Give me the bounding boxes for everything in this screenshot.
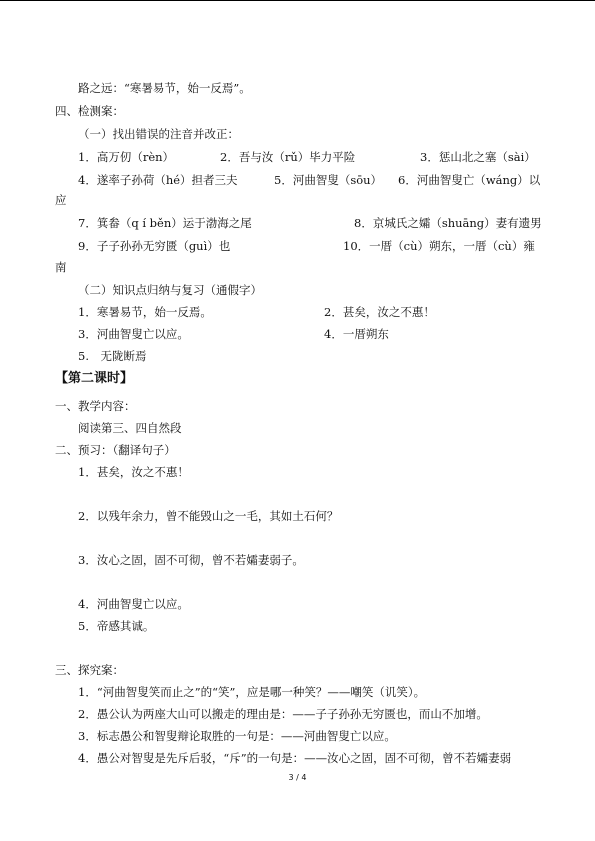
list-item: 2．甚矣，汝之不惠！ [324,305,435,319]
text-line: 路之远：“寒暑易节，始一反焉”。 [78,81,251,95]
list-item: 1．高万仞（rèn） [78,150,175,164]
list-item: 4．一厝朔东 [324,327,389,341]
list-item: 3．标志愚公和智叟辩论取胜的一句是：——河曲智叟亡以应。 [78,729,396,743]
page-number: 3 / 4 [288,773,307,782]
section-heading: 三、探究案： [55,663,124,677]
list-item: 1．寒暑易节，始一反焉。 [78,305,212,319]
subsection-heading: （二）知识点归纳与复习（通假字） [78,283,262,297]
list-item: 4．愚公对智叟是先斥后驳，“斥”的一句是：——汝心之固，固不可彻，曾不若孀妻弱 [78,751,512,765]
list-item: 3．汝心之固，固不可彻，曾不若孀妻弱子。 [78,553,304,567]
list-item: 5. 无陇断焉 [78,349,147,363]
top-rule [0,0,595,1]
section-heading-check: 四、检测案： [55,104,124,118]
list-item: 5．河曲智叟（sōu） [274,173,383,187]
list-item: 8．京城氏之孀（shuāng）妻有遗男 [354,216,542,230]
text-line: 阅读第三、四自然段 [78,421,182,435]
section-heading: 二、预习：（翻译句子） [55,443,176,457]
list-item: 3．河曲智叟亡以应。 [78,327,189,341]
list-item: 2．以残年余力，曾不能毁山之一毛，其如土石何？ [78,509,339,523]
list-item: 10．一厝（cù）朔东，一厝（cù）雍 [343,239,535,253]
list-item: 3．惩山北之塞（sài） [420,150,536,164]
list-item: 6．河曲智叟亡（wáng）以 [398,173,541,187]
list-item: 7．箕畚（q í běn）运于渤海之尾 [78,216,252,230]
text-line: 应 [55,193,67,207]
list-item: 4．遂率子孙荷（hé）担者三夫 [78,173,238,187]
list-item: 2．愚公认为两座大山可以搬走的理由是：——子子孙孙无穷匮也，而山不加增。 [78,707,488,721]
lesson-heading: 【第二课时】 [55,371,134,386]
list-item: 9．子子孙孙无穷匮（guì）也 [78,239,231,253]
list-item: 1．甚矣，汝之不惠！ [78,465,189,479]
list-item: 5．帝感其诚。 [78,619,155,633]
subsection-heading: （一）找出错误的注音并改正： [78,127,239,141]
list-item: 1．“河曲智叟笑而止之”的“笑”，应是哪一种笑？——嘲笑（讥笑）。 [78,685,426,699]
text-line: 南 [55,260,67,274]
section-heading: 一、教学内容： [55,399,136,413]
list-item: 4．河曲智叟亡以应。 [78,597,189,611]
list-item: 2．吾与汝（rǔ）毕力平险 [220,150,356,164]
